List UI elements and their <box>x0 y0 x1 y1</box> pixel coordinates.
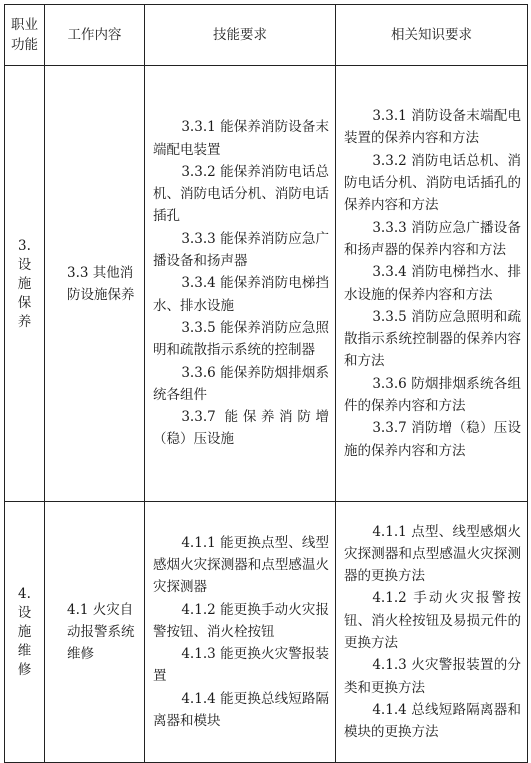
skill-cell <box>145 502 336 763</box>
skill-item: 4.1.4 能更换总线短路隔离器和模块 <box>153 690 329 730</box>
function-number: 3. <box>18 237 31 254</box>
table-header-row <box>5 5 528 66</box>
knowledge-item: 3.3.1 消防设备末端配电装置的保养内容和方法 <box>344 108 521 147</box>
skill-item: 4.1.2 能更换手动火灾报警按钮、消火栓按钮 <box>153 601 329 640</box>
knowledge-item: 3.3.7 消防增（稳）压设施的保养内容和方法 <box>344 420 521 459</box>
header-work: 工作内容 <box>45 5 145 66</box>
knowledge-item: 4.1.4 总线短路隔离器和模块的更换方法 <box>344 701 521 741</box>
function-name: 设施维修 <box>17 605 32 678</box>
skill-item: 3.3.7 能保养消防增（稳）压设施 <box>153 409 329 448</box>
knowledge-item: 4.1.1 点型、线型感烟火灾探测器和点型感温火灾探测器的更换方法 <box>344 523 521 585</box>
knowledge-item: 4.1.3 火灾警报装置的分类和更换方法 <box>344 657 521 696</box>
function-cell <box>5 502 45 763</box>
skill-item: 3.3.5 能保养消防应急照明和疏散指示系统的控制器 <box>153 319 329 359</box>
work-content-text: 3.3 其他消防设施保养 <box>67 264 135 303</box>
knowledge-cell <box>336 502 528 763</box>
work-content-cell <box>45 66 145 502</box>
function-number: 4. <box>18 586 31 602</box>
table-row <box>5 502 528 763</box>
knowledge-item: 3.3.4 消防电梯挡水、排水设施的保养内容和方法 <box>344 264 521 303</box>
function-name: 设施保养 <box>17 256 32 330</box>
skill-cell <box>145 66 336 502</box>
skill-item: 3.3.3 能保养消防应急广播设备和扬声器 <box>153 230 329 270</box>
knowledge-item: 3.3.6 防烟排烟系统各组件的保养内容和方法 <box>344 375 521 414</box>
table-row <box>5 66 528 502</box>
header-skill: 技能要求 <box>145 5 336 66</box>
header-function: 职业功能 <box>5 5 45 66</box>
knowledge-item: 3.3.5 消防应急照明和疏散指示系统控制器的保养内容和方法 <box>344 308 521 370</box>
skill-item: 3.3.6 能保养防烟排烟系统各组件 <box>153 364 329 403</box>
skill-item: 3.3.1 能保养消防设备末端配电装置 <box>153 119 329 158</box>
function-cell <box>5 66 45 502</box>
occupation-standard-table <box>4 4 528 763</box>
knowledge-item: 3.3.2 消防电话总机、消防电话分机、消防电话插孔的保养内容和方法 <box>344 152 521 214</box>
knowledge-cell <box>336 66 528 502</box>
knowledge-item: 3.3.3 消防应急广播设备和扬声器的保养内容和方法 <box>344 219 521 258</box>
skill-item: 3.3.4 能保养消防电梯挡水、排水设施 <box>153 275 329 314</box>
skill-item: 4.1.3 能更换火灾警报装置 <box>153 646 329 685</box>
knowledge-item: 4.1.2 手动火灾报警按钮、消火栓按钮及易损元件的更换方法 <box>344 590 521 651</box>
work-content-cell <box>45 502 145 763</box>
skill-item: 3.3.2 能保养消防电话总机、消防电话分机、消防电话插孔 <box>153 163 329 225</box>
skill-item: 4.1.1 能更换点型、线型感烟火灾探测器和点型感温火灾探测器 <box>153 534 329 596</box>
work-content-text: 4.1 火灾自动报警系统维修 <box>67 602 135 662</box>
header-knowledge: 相关知识要求 <box>336 5 528 66</box>
